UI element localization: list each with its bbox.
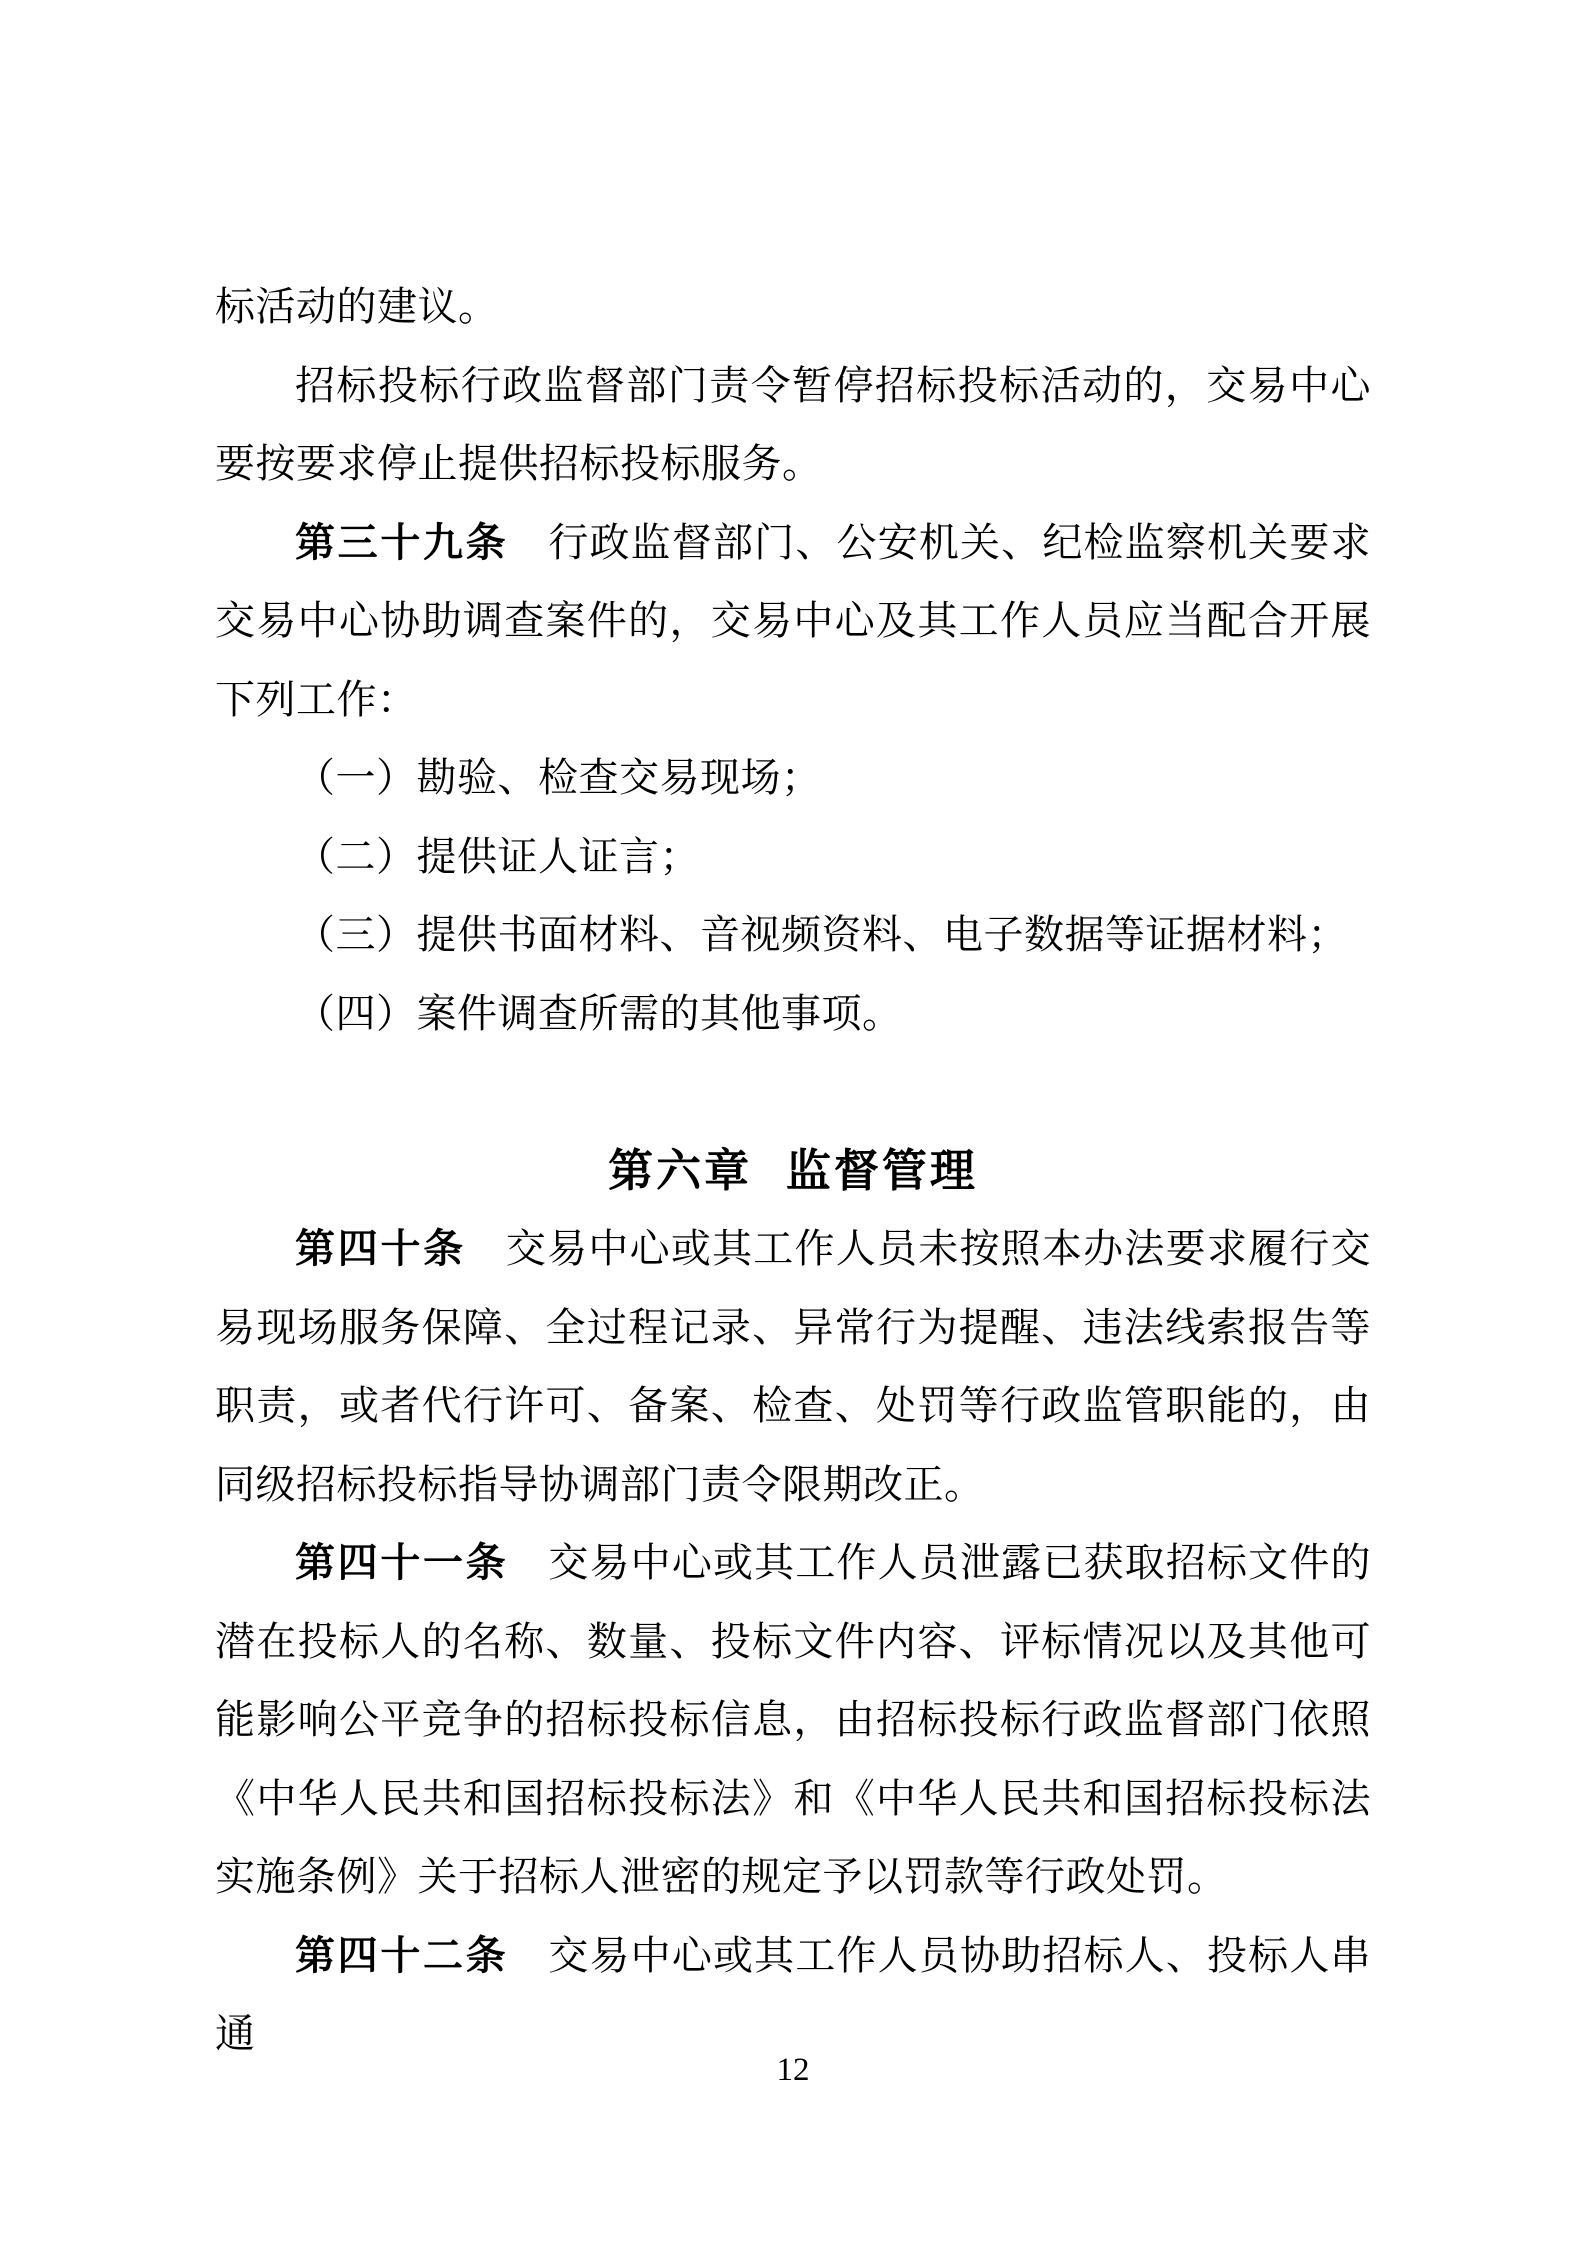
list-item-1: （一）勘验、检查交易现场； <box>295 755 822 800</box>
page-number: 12 <box>776 2052 810 2088</box>
article-41-number: 第四十一条 <box>295 1541 509 1585</box>
list-item-2: （二）提供证人证言； <box>295 833 700 879</box>
list-item-3: （三）提供书面材料、音视频资料、电子数据等证据材料； <box>295 912 1348 957</box>
list-item-4: （四）案件调查所需的其他事项。 <box>295 990 903 1036</box>
article-39-text: 行政监督部门、公安机关、纪检监察机关要求交易中心协助调查案件的，交易中心及其工作人员应当配合开展下列工作： <box>215 519 1372 722</box>
chapter-number: 第六章 <box>608 1144 753 1196</box>
article-42-number: 第四十二条 <box>295 1933 509 1978</box>
paragraph-article-40 <box>215 1210 1371 1524</box>
article-40-number: 第四十条 <box>295 1227 466 1271</box>
article-40-text: 交易中心或其工作人员未按照本办法要求履行交易现场服务保障、全过程记录、异常行为提醒、违法线索报告等职责，或者代行许可、备案、检查、处罚等行政监管职能的，由同级招标投标指导协调部门责令限期改正。 <box>215 1226 1372 1507</box>
article-41-text: 交易中心或其工作人员泄露已获取招标文件的潜在投标人的名称、数量、投标文件内容、评标情况以及其他可能影响公平竞争的招标投标信息，由招标投标行政监督部门依照《中华人民共和国招标投标法》和《中华人民共和国招标投标法实施条例》关于招标人泄密的规定予以罚款等行政处罚。 <box>215 1540 1372 1899</box>
chapter-title: 监督管理 <box>785 1144 978 1196</box>
article-42-text: 交易中心或其工作人员协助招标人、投标人串通 <box>215 1932 1372 2056</box>
chapter-heading <box>215 1132 1371 1211</box>
paragraph-continuation: 标活动的建议。 <box>215 284 499 329</box>
article-39-number: 第三十九条 <box>295 520 509 565</box>
paragraph-article-41 <box>215 1524 1371 1917</box>
document-body <box>215 268 1371 2074</box>
paragraph-suspension-order: 招标投标行政监督部门责令暂停招标投标活动的，交易中心要按要求停止提供招标投标服务。 <box>215 362 1371 486</box>
paragraph-article-39 <box>215 504 1371 740</box>
